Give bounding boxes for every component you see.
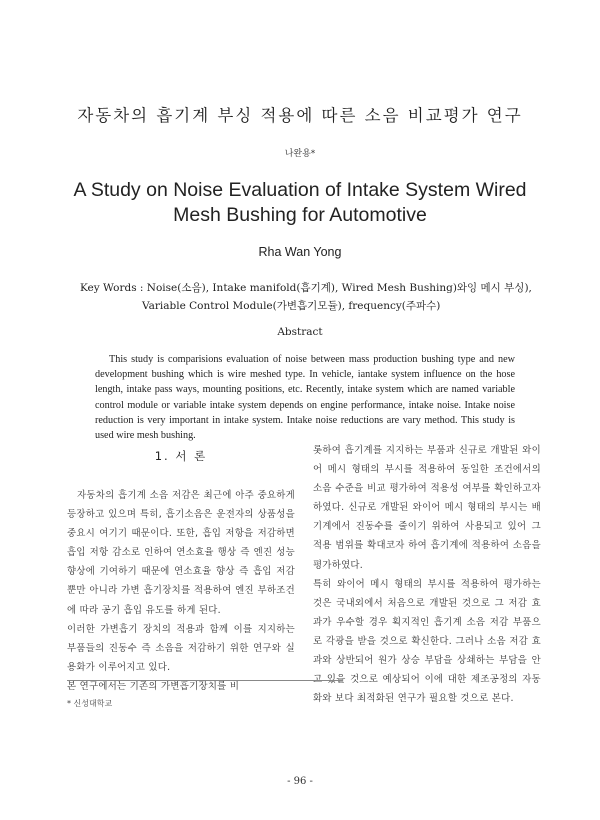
- english-title-line-1: A Study on Noise Evaluation of Intake System Wired: [73, 179, 527, 201]
- body-paragraph: 자동차의 흡기계 소음 저감은 최근에 아주 중요하게 등장하고 있으며 특히, 흡기소음은 운전자의 상품성을 중요시 여기기 때문이다. 또한, 흡입 저항을 저감하면 흡입 저항 감소로 인하여 연소효율 행상 즉 엔진 성능 향상에 기여하기 때문에 연소효율 향상 즉 흡입 저감뿐만 아니라 가변 흡기장치를 적용하여 엔진 부하조건에 따라 공기 흡입 유도를 하게 된다.: [67, 490, 295, 616]
- footnote-divider: [67, 680, 343, 681]
- english-title-line-2: Mesh Bushing for Automotive: [173, 204, 427, 226]
- keywords-line-1: Key Words : Noise(소음), Intake manifold(흡기계), Wired Mesh Bushing)와잉 메시 부싱),: [80, 282, 532, 294]
- body-paragraph: 롯하여 흡기계를 지지하는 부품과 신규로 개발된 와이어 메시 형태의 부시를 적용하여 동일한 조건에서의 소음 수준을 비교 평가하여 적용성 여부를 확인하고자 하였다. 신규로 개발된 와이어 메시 형태의 부시는 배기계에서 진동수를 줄이기 위하여 사용되고 있어 그 적용 범위를 확대코자 하여 흡기계에 적용하여 소음을 평가하였다.: [313, 445, 541, 571]
- english-author: Rha Wan Yong: [258, 245, 342, 259]
- korean-author: 나완용*: [284, 149, 316, 159]
- left-column: [67, 448, 295, 696]
- body-paragraph: 이러한 가변흡기 장치의 적용과 함께 이를 지지하는 부품들의 진동수 즉 소음을 저감하기 위한 연구와 실용화가 이루어지고 있다.: [67, 623, 295, 673]
- abstract-heading: Abstract: [277, 326, 323, 338]
- right-column-text: [313, 441, 541, 708]
- abstract-body: This study is comparisions evaluation of noise between mass production bushing type and new development bushing which is wire meshed type. In vehicle, iantake system influence on the hose length, intake pass ways, mounting positions, etc. Recently, intake system which are named variable control module or variable intake system depends on engine performance, intake noise. Intake noise reduction is very important in intake system. Intake noise reductions are vary method. This study is used wire mesh bushing.: [95, 354, 515, 442]
- left-column-text: [67, 486, 295, 696]
- page-number: - 96 -: [287, 776, 313, 787]
- keywords-line-2: Variable Control Module(가변흡기모듈), frequency(주파수): [142, 300, 441, 312]
- affiliation-footnote: * 신성대학교: [67, 699, 113, 708]
- body-paragraph: 특히 와이어 메시 형태의 부시를 적용하여 평가하는 것은 국내외에서 처음으로 개발된 것으로 그 저감 효과가 우수할 경우 획지적인 흡기계 소음 저감 부품으로 각광을 받을 것으로 확신한다. 그러나 소음 저감 효과와 상반되어 원가 상승 부담을 상쇄하는 부담을 안고 있을 것으로 예상되어 이에 대한 제조공정의 자동화와 보다 최적화된 연구가 필요할 것으로 본다.: [313, 578, 541, 705]
- right-column: [313, 441, 541, 708]
- section-heading-introduction: 1. 서 론: [154, 449, 208, 463]
- body-paragraph: 본 연구에서는 기존의 가변흡기장치를 비: [67, 680, 240, 692]
- korean-title: 자동차의 흡기계 부싱 적용에 따른 소음 비교평가 연구: [77, 106, 523, 125]
- keywords: [80, 279, 540, 315]
- english-title: [40, 178, 560, 228]
